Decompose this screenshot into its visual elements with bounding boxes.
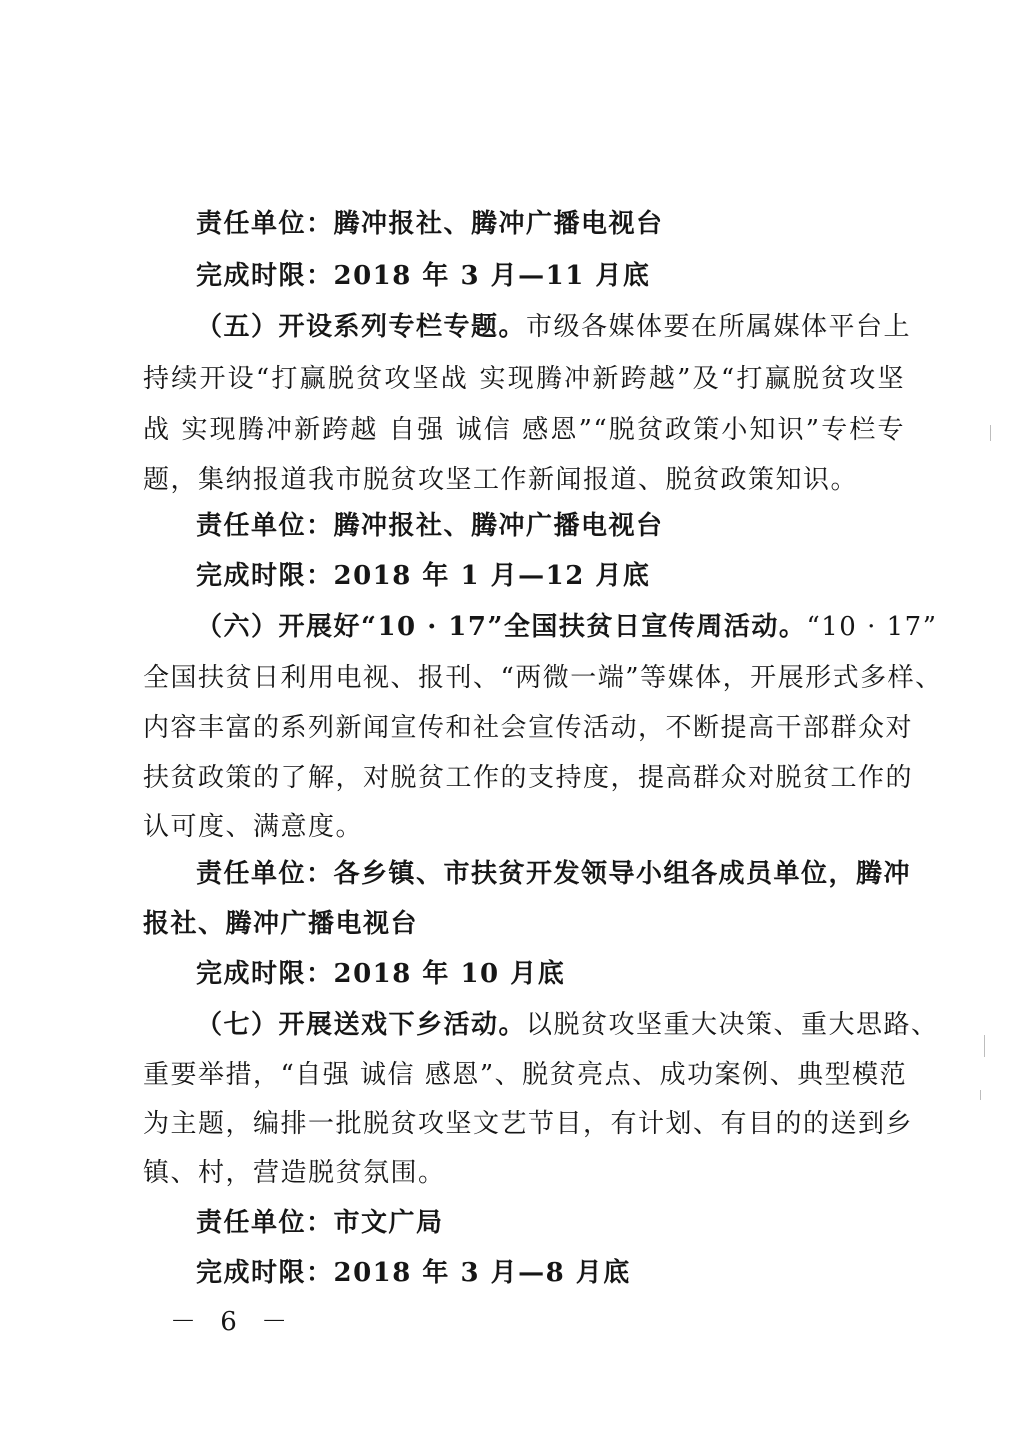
deadline-line: 完成时限：2018 年 3 月—8 月底 [196,1258,631,1288]
section-seven-paragraph-start [196,1008,939,1042]
body-text-line: 全国扶贫日利用电视、报刊、“两微一端”等媒体，开展形式多样、 [143,663,943,693]
scan-mark [990,425,991,441]
body-text-line: 认可度、满意度。 [143,812,364,842]
section-seven-heading: （七）开展送戏下乡活动。 [196,1010,527,1040]
section-six-heading: （六）开展好“10 · 17”全国扶贫日宣传周活动。 [196,612,807,642]
body-text-line: 重要举措，“自强 诚信 感恩”、脱贫亮点、成功案例、典型模范 [143,1060,908,1090]
section-five-text: 市级各媒体要在所属媒体平台上 [526,312,912,342]
body-text-line: 为主题，编排一批脱贫攻坚文艺节目，有计划、有目的的送到乡 [143,1109,914,1139]
section-five-paragraph-start [196,310,911,344]
section-six-paragraph-start [196,610,937,644]
responsible-unit-line: 责任单位：腾冲报社、腾冲广播电视台 [196,511,664,541]
deadline-line: 完成时限：2018 年 10 月底 [196,959,566,989]
body-text-line: 持续开设“打赢脱贫攻坚战 实现腾冲新跨越”及“打赢脱贫攻坚 [143,364,905,394]
responsible-unit-continued: 报社、腾冲广播电视台 [143,909,419,939]
body-text-line: 题，集纳报道我市脱贫攻坚工作新闻报道、脱贫政策知识。 [143,465,859,495]
body-text-line: 战 实现腾冲新跨越 自强 诚信 感恩”“脱贫政策小知识”专栏专 [143,415,905,445]
page-number: － 6 － [170,1307,296,1337]
deadline-line: 完成时限：2018 年 3 月—11 月底 [196,261,651,291]
deadline-line: 完成时限：2018 年 1 月—12 月底 [196,561,651,591]
responsible-unit-line: 责任单位：腾冲报社、腾冲广播电视台 [196,209,664,239]
scan-mark [984,1035,985,1057]
responsible-unit-line: 责任单位：市文广局 [196,1208,444,1238]
body-text-line: 扶贫政策的了解，对脱贫工作的支持度，提高群众对脱贫工作的 [143,763,914,793]
section-six-text: “10 · 17” [806,612,938,642]
body-text-line: 镇、村，营造脱贫氛围。 [143,1158,446,1188]
section-seven-text: 以脱贫攻坚重大决策、重大思路、 [526,1010,939,1040]
body-text-line: 内容丰富的系列新闻宣传和社会宣传活动，不断提高干部群众对 [143,713,914,743]
responsible-unit-line: 责任单位：各乡镇、市扶贫开发领导小组各成员单位，腾冲 [196,859,912,889]
scan-mark [980,1090,981,1100]
section-five-heading: （五）开设系列专栏专题。 [196,312,527,342]
